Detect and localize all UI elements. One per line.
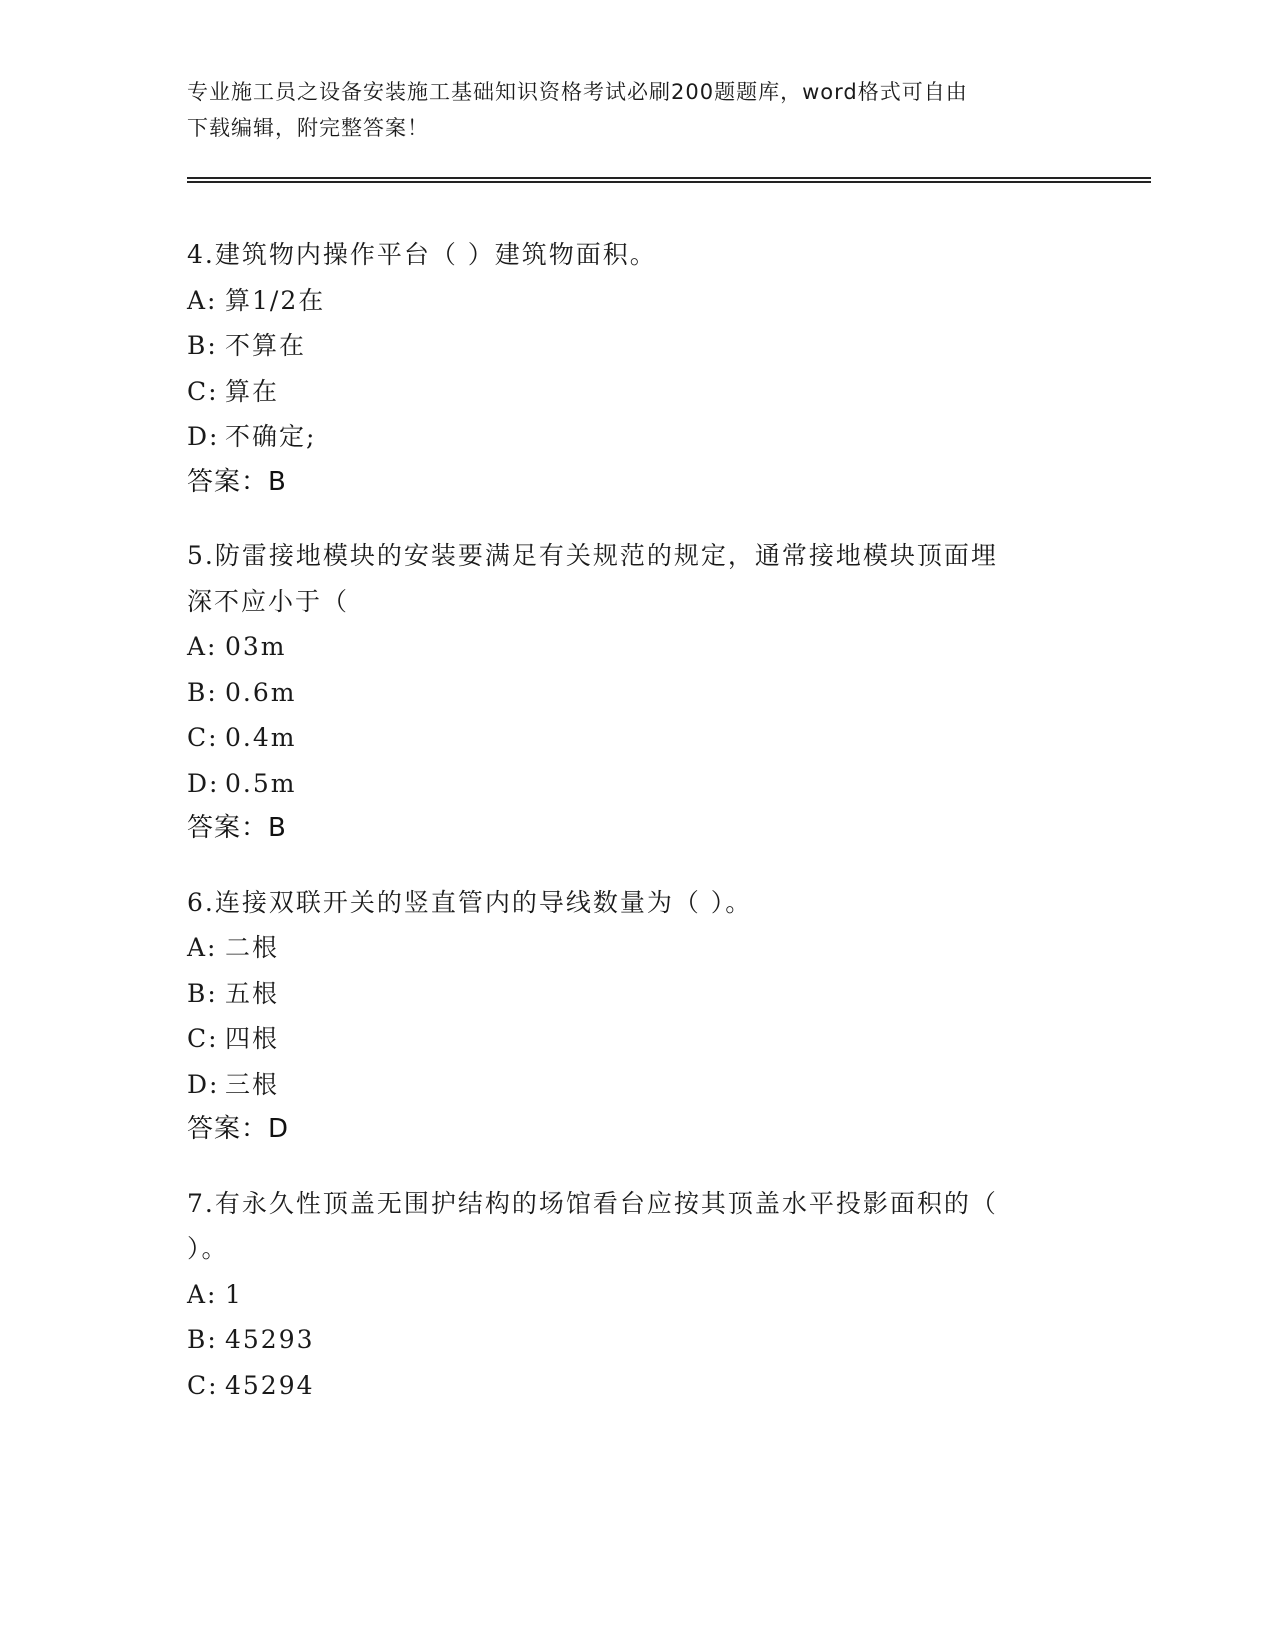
option-text: 03m bbox=[225, 632, 287, 661]
option-text: 0.6m bbox=[225, 677, 297, 707]
question-6 bbox=[187, 880, 1087, 1153]
question-stem-continued: 深不应小于（ bbox=[187, 586, 350, 616]
option-key: B: bbox=[187, 677, 218, 707]
header-line-1: 专业施工员之设备安装施工基础知识资格考试必刷200题题库，word格式可自由 bbox=[187, 80, 968, 104]
option-key: C: bbox=[187, 376, 219, 406]
answer-value: D bbox=[268, 1114, 290, 1144]
option-b bbox=[187, 323, 1087, 369]
option-key: D: bbox=[187, 422, 220, 451]
question-stem-continued: ）。 bbox=[187, 1234, 229, 1263]
option-a bbox=[187, 624, 1087, 670]
option-b bbox=[187, 971, 1087, 1017]
answer-line bbox=[187, 1107, 1087, 1153]
option-text: 五根 bbox=[225, 978, 280, 1008]
option-key: A: bbox=[187, 1279, 218, 1309]
option-text: 0.5m bbox=[225, 768, 297, 798]
answer-label: 答案： bbox=[187, 466, 269, 497]
option-key: D: bbox=[187, 768, 220, 798]
option-c bbox=[187, 369, 1087, 415]
header-line-2: 下载编辑，附完整答案！ bbox=[187, 116, 429, 140]
option-b bbox=[187, 1317, 1087, 1363]
question-stem: 4.建筑物内操作平台（ ）建筑物面积。 bbox=[187, 240, 657, 269]
option-text: 不算在 bbox=[225, 331, 307, 360]
question-stem: 6.连接双联开关的竖直管内的导线数量为（ ）。 bbox=[187, 887, 753, 917]
option-a bbox=[187, 1272, 1087, 1318]
answer-line bbox=[187, 460, 1087, 506]
option-text: 四根 bbox=[225, 1024, 280, 1053]
option-c bbox=[187, 715, 1087, 761]
option-d bbox=[187, 1062, 1087, 1108]
option-key: C: bbox=[187, 1024, 219, 1053]
answer-value: B bbox=[268, 466, 287, 497]
option-text: 二根 bbox=[225, 933, 280, 962]
option-c bbox=[187, 1363, 1087, 1409]
question-4 bbox=[187, 232, 1087, 505]
option-text: 算1/2在 bbox=[225, 285, 326, 315]
option-text: 三根 bbox=[225, 1069, 280, 1099]
option-text: 不确定; bbox=[225, 422, 317, 451]
option-text: 45293 bbox=[225, 1325, 315, 1354]
document-header bbox=[187, 74, 1067, 146]
option-key: A: bbox=[187, 632, 218, 661]
header-divider-bottom bbox=[187, 181, 1151, 183]
question-stem: 5.防雷接地模块的安装要满足有关规范的规定，通常接地模块顶面埋 bbox=[187, 541, 998, 570]
option-a bbox=[187, 278, 1087, 324]
option-b bbox=[187, 670, 1087, 716]
option-key: B: bbox=[187, 331, 218, 360]
question-7 bbox=[187, 1181, 1087, 1409]
option-text: 算在 bbox=[225, 376, 280, 406]
option-key: A: bbox=[187, 933, 218, 962]
option-d bbox=[187, 414, 1087, 460]
option-key: B: bbox=[187, 1325, 218, 1354]
header-divider-top bbox=[187, 177, 1151, 179]
answer-label: 答案： bbox=[187, 813, 269, 843]
answer-label: 答案： bbox=[187, 1114, 269, 1144]
option-key: D: bbox=[187, 1069, 220, 1099]
option-d bbox=[187, 761, 1087, 807]
question-5 bbox=[187, 533, 1087, 852]
option-key: A: bbox=[187, 285, 218, 315]
option-a bbox=[187, 925, 1087, 971]
option-key: B: bbox=[187, 978, 218, 1008]
option-key: C: bbox=[187, 1370, 219, 1400]
question-stem: 7.有永久性顶盖无围护结构的场馆看台应按其顶盖水平投影面积的（ bbox=[187, 1188, 998, 1218]
answer-value: B bbox=[268, 813, 287, 843]
option-text: 45294 bbox=[225, 1370, 315, 1400]
option-text: 1 bbox=[225, 1279, 243, 1309]
option-c bbox=[187, 1016, 1087, 1062]
option-text: 0.4m bbox=[225, 723, 297, 752]
option-key: C: bbox=[187, 723, 219, 752]
answer-line bbox=[187, 806, 1087, 852]
question-list bbox=[187, 232, 1087, 1436]
